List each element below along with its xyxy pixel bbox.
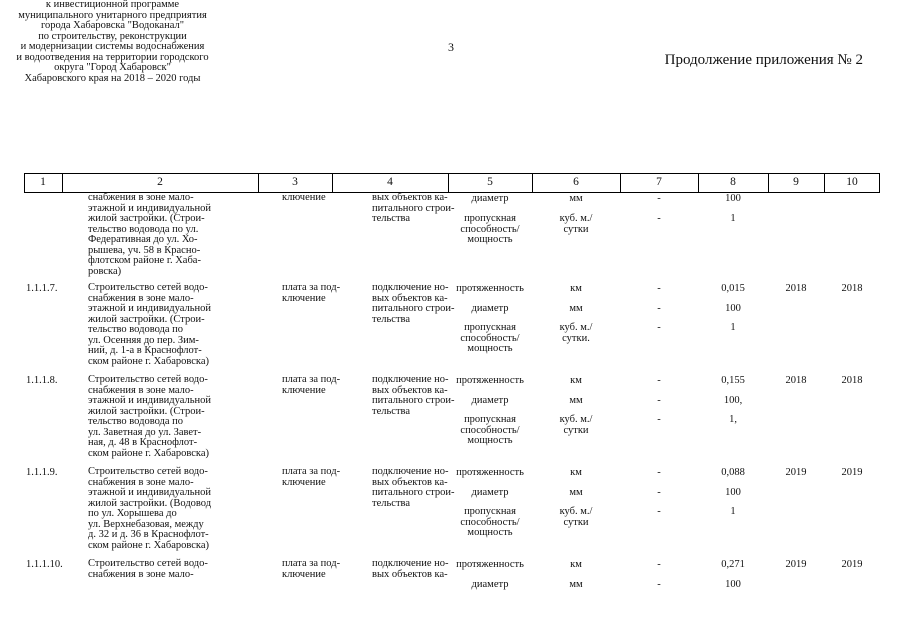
param-col7: -: [657, 414, 661, 425]
column-header-6: 6: [573, 176, 579, 188]
param-name: пропускная способность/ мощность: [460, 414, 520, 446]
param-unit: км: [570, 375, 582, 386]
column-header-3: 3: [292, 176, 298, 188]
param-col7: -: [657, 559, 661, 570]
param-value: 100: [725, 487, 741, 498]
column-header-9: 9: [793, 176, 799, 188]
param-name: диаметр: [471, 395, 509, 406]
appendix-subtitle: [0, 0, 225, 84]
row-number: 1.1.1.9.: [26, 467, 58, 478]
param-unit: мм: [569, 487, 583, 498]
param-col7: -: [657, 487, 661, 498]
purpose: вых объектов ка- питального строи- тельства: [372, 192, 455, 224]
fee-type: плата за под- ключение: [282, 558, 341, 580]
param-name: протяженность: [456, 283, 524, 294]
year-end: 2018: [841, 283, 863, 294]
row-number: 1.1.1.7.: [26, 283, 58, 294]
param-unit: км: [570, 283, 582, 294]
appendix-title: Продолжение приложения № 2: [664, 52, 863, 68]
param-col7: -: [657, 506, 661, 517]
purpose: подключение но- вых объектов ка-: [372, 558, 449, 580]
year-end: 2018: [841, 375, 863, 386]
param-unit: мм: [569, 303, 583, 314]
column-header-2: 2: [157, 176, 163, 188]
purpose: подключение но- вых объектов ка- питального строи- тельства: [372, 466, 455, 509]
param-col7: -: [657, 395, 661, 406]
row-number: 1.1.1.10.: [26, 559, 63, 570]
param-col7: -: [657, 375, 661, 386]
param-col7: -: [657, 303, 661, 314]
param-unit: км: [570, 467, 582, 478]
appendix-subtitle-line: и водоотведения на территории городского: [16, 51, 209, 63]
object-name: Строительство сетей водо- снабжения в зоне мало- этажной и индивидуальной жилой застройки. (Водовод по ул. Хорышева до ул. Верхнебазовая, между д. 32 и д. 36 в Краснофлот- ском районе г. Хабаровска): [88, 466, 212, 551]
param-value: 100,: [723, 395, 743, 406]
param-name: диаметр: [471, 303, 509, 314]
param-col7: -: [657, 467, 661, 478]
param-col7: -: [657, 193, 661, 204]
column-header-7: 7: [656, 176, 662, 188]
purpose: подключение но- вых объектов ка- питального строи- тельства: [372, 374, 455, 417]
param-name: пропускная способность/ мощность: [460, 322, 520, 354]
appendix-subtitle-line: муниципального унитарного предприятия: [18, 9, 207, 21]
param-name: протяженность: [456, 559, 524, 570]
param-value: 100: [725, 579, 741, 590]
param-col7: -: [657, 322, 661, 333]
appendix-subtitle-line: Хабаровского края на 2018 – 2020 годы: [24, 72, 201, 84]
appendix-subtitle-line: к инвестиционной программе: [45, 0, 180, 10]
param-value: 1,: [729, 414, 737, 425]
table-rule: [24, 173, 880, 174]
param-name: протяженность: [456, 467, 524, 478]
fee-type: плата за под- ключение: [282, 466, 341, 488]
object-name: Строительство сетей водо- снабжения в зоне мало-: [88, 558, 208, 580]
param-value: 1: [730, 213, 736, 224]
param-unit: мм: [569, 579, 583, 590]
param-unit: мм: [569, 193, 583, 204]
param-unit: мм: [569, 395, 583, 406]
investment-table: [24, 173, 880, 640]
param-value: 0,015: [721, 283, 745, 294]
param-name: диаметр: [471, 193, 509, 204]
param-value: 1: [730, 506, 736, 517]
param-name: диаметр: [471, 579, 509, 590]
appendix-subtitle-line: по строительству, реконструкции: [38, 30, 187, 42]
param-value: 1: [730, 322, 736, 333]
page-number: 3: [448, 40, 454, 54]
column-header-5: 5: [487, 176, 493, 188]
row-number: 1.1.1.8.: [26, 375, 58, 386]
column-header-4: 4: [387, 176, 393, 188]
param-value: 100: [725, 193, 741, 204]
param-value: 0,271: [721, 559, 745, 570]
object-name: Строительство сетей водо- снабжения в зоне мало- этажной и индивидуальной жилой застройки. (Строи- тельство водовода по ул. Заветная до ул. Завет- ная, д. 48 в Краснофлот- ском районе г. Хабаровска): [88, 374, 211, 459]
year-end: 2019: [841, 467, 863, 478]
fee-type: плата за под- ключение: [282, 282, 341, 304]
object-name: снабжения в зоне мало- этажной и индивидуальной жилой застройки. (Строи- тельство водовода по ул. Федеративная до ул. Хо- рышева, уч. 58 в Красно- флотском районе г. Хаба- ровска): [88, 192, 211, 277]
param-name: пропускная способность/ мощность: [460, 506, 520, 538]
param-col7: -: [657, 579, 661, 590]
param-name: диаметр: [471, 487, 509, 498]
param-col7: -: [657, 283, 661, 294]
fee-type: плата за под- ключение: [282, 374, 341, 396]
column-header-8: 8: [730, 176, 736, 188]
param-value: 0,088: [721, 467, 745, 478]
param-value: 100: [725, 303, 741, 314]
param-name: протяженность: [456, 375, 524, 386]
column-header-10: 10: [846, 176, 858, 188]
param-value: 0,155: [721, 375, 745, 386]
param-unit: куб. м./ сутки: [559, 506, 593, 528]
appendix-subtitle-line: города Хабаровска "Водоканал": [41, 20, 184, 31]
year-start: 2019: [785, 467, 807, 478]
year-start: 2018: [785, 375, 807, 386]
year-start: 2019: [785, 559, 807, 570]
column-header-1: 1: [40, 176, 46, 188]
param-unit: куб. м./ сутки: [559, 414, 593, 436]
year-start: 2018: [785, 283, 807, 294]
fee-type: ключение: [282, 192, 326, 203]
year-end: 2019: [841, 559, 863, 570]
object-name: Строительство сетей водо- снабжения в зоне мало- этажной и индивидуальной жилой застройки. (Строи- тельство водовода по ул. Осенняя до пер. Зим- ний, д. 1-а в Краснофлот- ском районе г. Хабаровска): [88, 282, 211, 367]
appendix-subtitle-line: и модернизации системы водоснабжения: [20, 41, 205, 52]
purpose: подключение но- вых объектов ка- питального строи- тельства: [372, 282, 455, 325]
appendix-subtitle-line: округа "Город Хабаровск": [54, 62, 171, 73]
param-unit: куб. м./ сутки.: [559, 322, 593, 344]
param-col7: -: [657, 213, 661, 224]
param-unit: куб. м./ сутки: [559, 213, 593, 235]
param-unit: км: [570, 559, 582, 570]
param-name: пропускная способность/ мощность: [460, 213, 520, 245]
